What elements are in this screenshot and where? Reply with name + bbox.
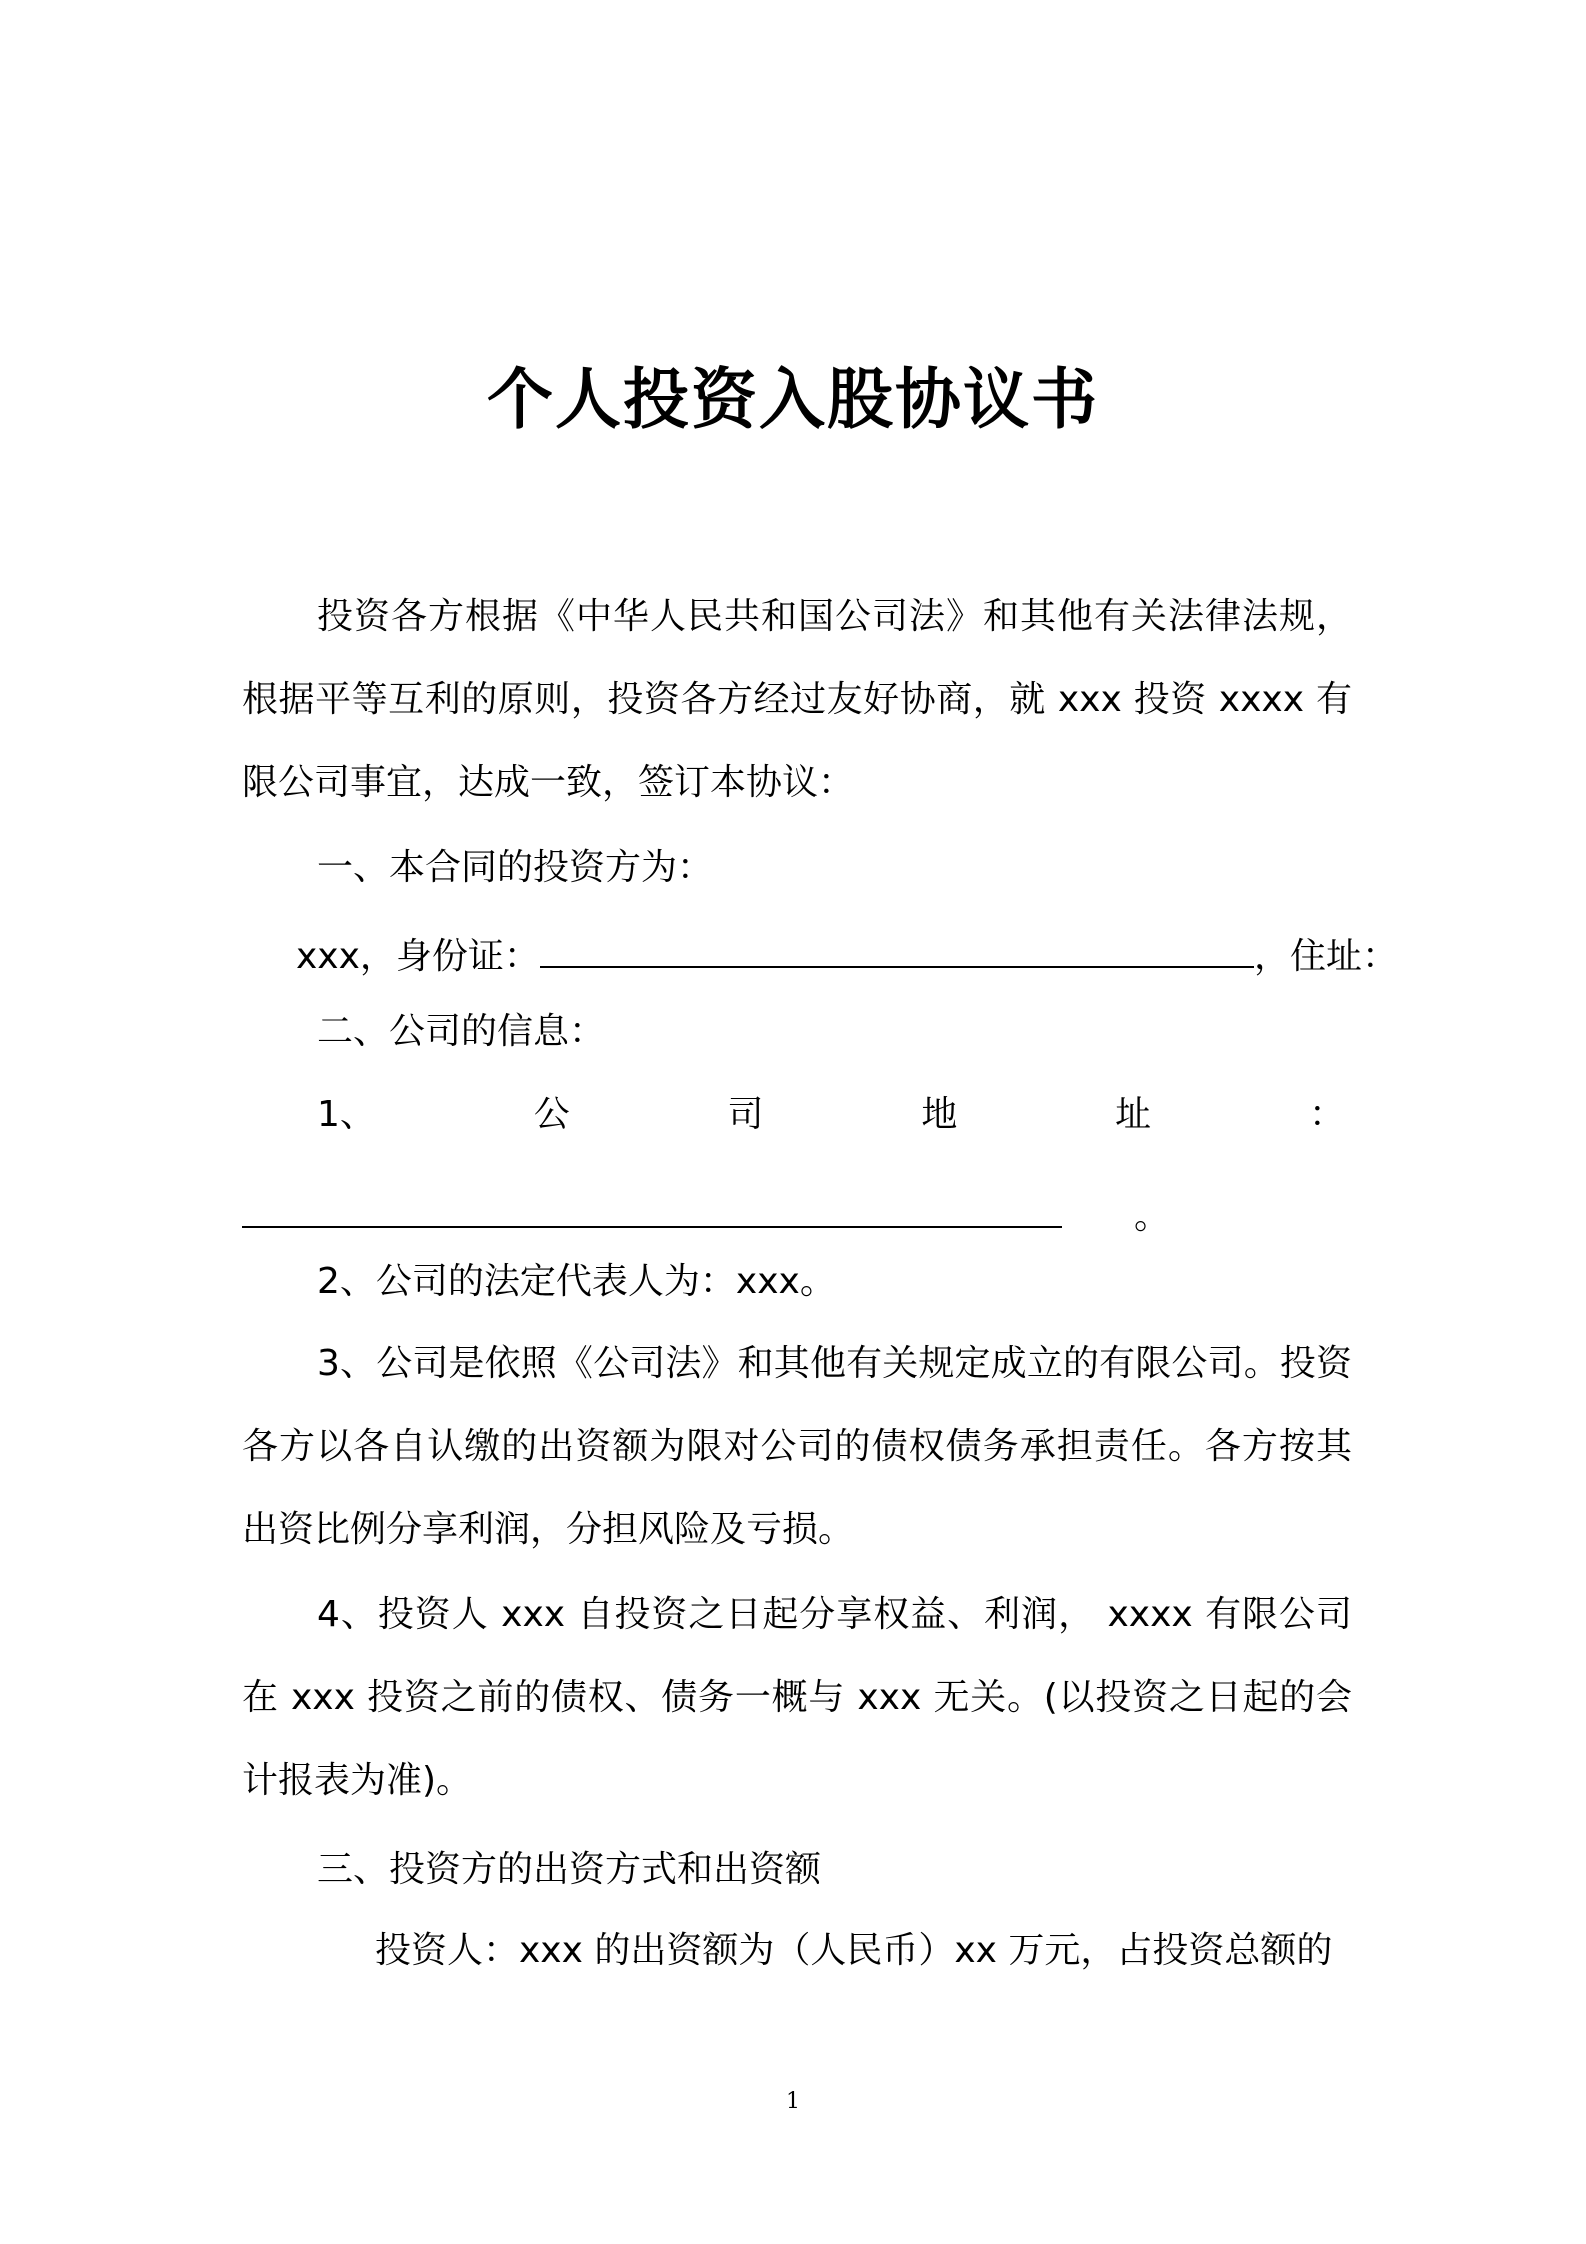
- address-label-char: 公: [533, 1094, 570, 1135]
- item2-text: 2、公司的法定代表人为：xxx。: [317, 1261, 836, 1302]
- section3-text: 投资人：xxx 的出资额为（人民币）xx 万元，占投资总额的: [375, 1930, 1333, 1971]
- investor-address-label: ，住址：: [1253, 936, 1398, 977]
- address-label-char: 址: [1115, 1094, 1152, 1135]
- investor-name: xxx: [296, 936, 360, 977]
- preamble-paragraph: 投资各方根据《中华人民共和国公司法》和其他有关法律法规，根据平等互利的原则，投资各方经过友好协商，就 xxx 投资 xxxx 有限公司事宜，达成一致，签订本协议：: [242, 596, 1352, 803]
- section3-heading: 三、投资方的出资方式和出资额: [317, 1849, 822, 1890]
- investor-id-label: ，身份证：: [359, 936, 540, 977]
- item3-paragraph: 3、公司是依照《公司法》和其他有关规定成立的有限公司。投资各方以各自认缴的出资额为限对公司的债权债务承担责任。各方按其出资比例分享利润，分担风险及亏损。: [242, 1343, 1352, 1550]
- company-address-blank: [242, 1186, 1062, 1228]
- section2-heading: 二、公司的信息：: [317, 1011, 606, 1052]
- company-address-end: 。: [1134, 1196, 1171, 1237]
- investor-line: [296, 926, 1398, 982]
- address-label-char: ：: [1308, 1094, 1345, 1135]
- investor-id-blank: [540, 926, 1254, 968]
- item4-paragraph: 4、投资人 xxx 自投资之日起分享权益、利润， xxxx 有限公司在 xxx 投资之前的债权、债务一概与 xxx 无关。(以投资之日起的会计报表为准)。: [242, 1594, 1352, 1801]
- company-address-label: [317, 1090, 1345, 1140]
- address-label-char: 司: [727, 1094, 764, 1135]
- company-address-line: [242, 1186, 1170, 1242]
- document-title: 个人投资入股协议书: [487, 361, 1099, 438]
- page-number: 1: [786, 2089, 800, 2114]
- address-label-char: 地: [921, 1094, 958, 1135]
- address-label-char: 1、: [317, 1094, 376, 1135]
- section1-heading: 一、本合同的投资方为：: [317, 847, 714, 888]
